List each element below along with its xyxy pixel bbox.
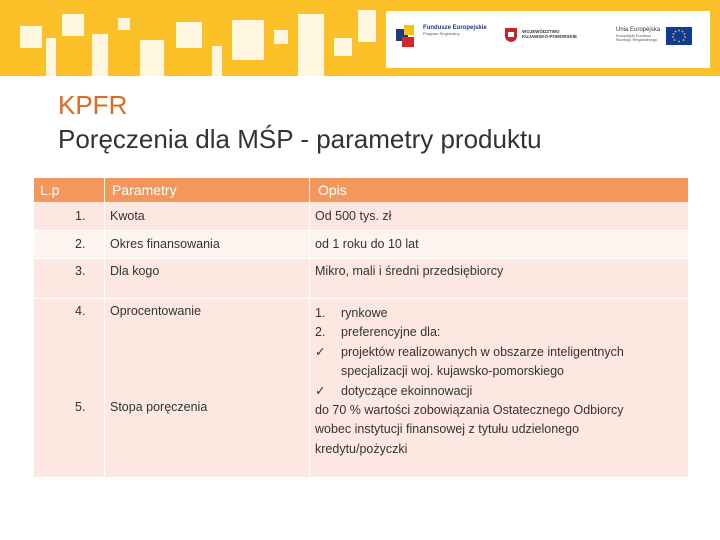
table-header-row xyxy=(34,178,688,202)
decorative-shape xyxy=(334,38,352,56)
column-header-lp: L.p xyxy=(34,178,105,202)
decorative-shape xyxy=(212,46,222,76)
description-line xyxy=(315,382,688,401)
description-text: projektów realizowanych w obszarze inteligentnych xyxy=(341,344,624,359)
decorative-shape xyxy=(176,22,202,48)
decorative-shape xyxy=(232,20,264,60)
row-description: Mikro, mali i średni przedsiębiorcy xyxy=(310,259,688,298)
list-marker: 1. xyxy=(315,306,326,320)
fundusze-europejskie-icon xyxy=(396,25,418,49)
decorative-shape xyxy=(274,30,288,44)
decorative-shape xyxy=(140,40,164,76)
description-text: kredytu/pożyczki xyxy=(315,441,408,456)
row-parameter: Oprocentowanie xyxy=(110,304,202,318)
kp-logo-line1: WOJEWÓDZTWO xyxy=(522,29,560,35)
decorative-shape xyxy=(46,38,56,76)
fe-logo-sub: Program Regionalny xyxy=(423,31,460,36)
list-marker: 2. xyxy=(315,325,326,340)
header-band xyxy=(0,0,720,76)
row-parameter-cell xyxy=(105,299,310,477)
page-title: Poręczenia dla MŚP - parametry produktu xyxy=(58,124,542,154)
column-header-parametry: Parametry xyxy=(105,178,310,202)
row-number: 2. xyxy=(34,231,105,258)
description-line xyxy=(315,440,688,459)
description-line xyxy=(315,343,688,362)
eu-logo-name: Unia Europejska xyxy=(616,27,661,33)
row-number: 1. xyxy=(34,202,105,230)
decorative-shape xyxy=(118,18,130,30)
eu-logo-sub2: Rozwoju Regionalnego xyxy=(616,36,658,42)
description-line xyxy=(315,420,688,439)
description-text: wobec instytucji finansowej z tytułu udzielonego xyxy=(315,422,580,437)
fundusze-europejskie-logo xyxy=(396,25,487,49)
row-number: 5. xyxy=(75,400,86,414)
description-text: preferencyjne dla: xyxy=(341,325,441,340)
row-parameter: Kwota xyxy=(105,202,310,230)
decorative-shape xyxy=(62,14,84,36)
checkmark-icon: ✓ xyxy=(315,383,326,398)
row-number: 3. xyxy=(34,259,105,298)
fe-logo-name: Fundusze Europejskie xyxy=(423,25,487,31)
eu-flag-icon xyxy=(666,27,692,45)
description-text: specjalizacji woj. kujawsko-pomorskiego xyxy=(341,364,565,379)
kujawsko-pomorskie-crest-icon xyxy=(504,27,518,43)
row-description-cell xyxy=(310,299,688,477)
kp-logo-line2: KUJAWSKO-POMORSKIE xyxy=(522,34,578,39)
row-description: Od 500 tys. zł xyxy=(310,202,688,230)
table-row xyxy=(34,202,688,231)
eu-logo-sub1: Europejski Fundusz xyxy=(616,32,652,38)
description-line xyxy=(315,401,688,420)
decorative-shape xyxy=(298,14,324,76)
description-line xyxy=(315,323,688,342)
column-header-opis: Opis xyxy=(310,178,688,202)
checkmark-icon: ✓ xyxy=(315,344,326,359)
description-text: do 70 % wartości zobowiązania Ostatecznego Odbiorcy xyxy=(315,403,624,418)
row-number-cell xyxy=(34,299,105,477)
decorative-shape xyxy=(20,26,42,48)
row-parameter: Dla kogo xyxy=(105,259,310,298)
decorative-shape xyxy=(358,10,376,42)
description-text: rynkowe xyxy=(341,306,388,320)
description-line xyxy=(315,362,688,381)
parameters-table xyxy=(34,178,688,477)
decorative-shape xyxy=(92,34,108,76)
logo-panel xyxy=(386,11,710,68)
kujawsko-pomorskie-logo xyxy=(504,27,577,43)
table-row xyxy=(34,231,688,259)
row-parameter: Stopa poręczenia xyxy=(110,400,208,414)
description-text: dotyczące ekoinnowacji xyxy=(341,383,473,398)
row-description: od 1 roku do 10 lat xyxy=(310,231,688,258)
page-title-abbrev: KPFR xyxy=(58,90,128,120)
row-parameter: Okres finansowania xyxy=(105,231,310,258)
description-line xyxy=(315,304,688,323)
table-row-group xyxy=(34,299,688,477)
unia-europejska-logo xyxy=(616,27,692,45)
row-number: 4. xyxy=(75,304,86,318)
table-row xyxy=(34,259,688,299)
